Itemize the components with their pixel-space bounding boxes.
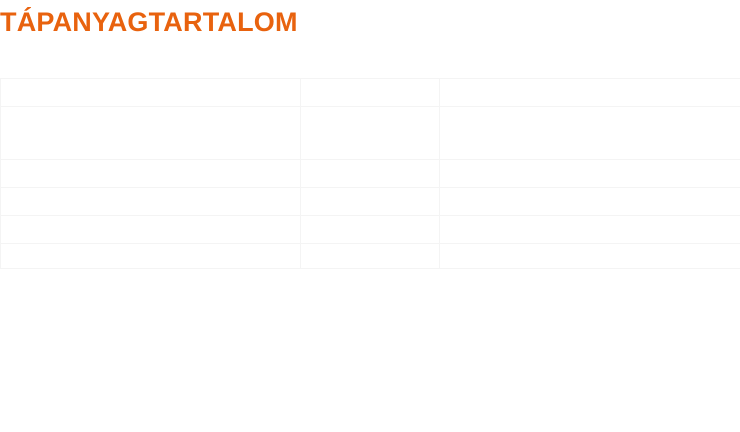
nutrient-name-cell: [1, 188, 301, 216]
nutrition-table: [0, 78, 740, 269]
nutrient-name-cell: [1, 79, 301, 107]
table-row: [1, 244, 740, 269]
nutrient-name-cell: [1, 107, 301, 160]
section-title: TÁPANYAGTARTALOM: [0, 7, 298, 37]
nutrient-value-cell: [440, 244, 740, 269]
table-row: [1, 216, 740, 244]
nutrient-value-cell: [440, 160, 740, 188]
table-row: [1, 107, 740, 160]
nutrient-name-cell: [1, 244, 301, 269]
nutrient-unit-cell: [301, 216, 440, 244]
nutrient-value-cell: [440, 188, 740, 216]
nutrient-unit-cell: [301, 107, 440, 160]
nutrient-value-cell: [440, 107, 740, 160]
nutrient-name-cell: [1, 160, 301, 188]
nutrient-value-cell: [440, 216, 740, 244]
nutrient-unit-cell: [301, 160, 440, 188]
nutrient-unit-cell: [301, 244, 440, 269]
nutrient-unit-cell: [301, 79, 440, 107]
nutrient-name-cell: [1, 216, 301, 244]
table-row: [1, 160, 740, 188]
table-row: [1, 188, 740, 216]
table-row: [1, 79, 740, 107]
nutrient-unit-cell: [301, 188, 440, 216]
nutrient-value-cell: [440, 79, 740, 107]
